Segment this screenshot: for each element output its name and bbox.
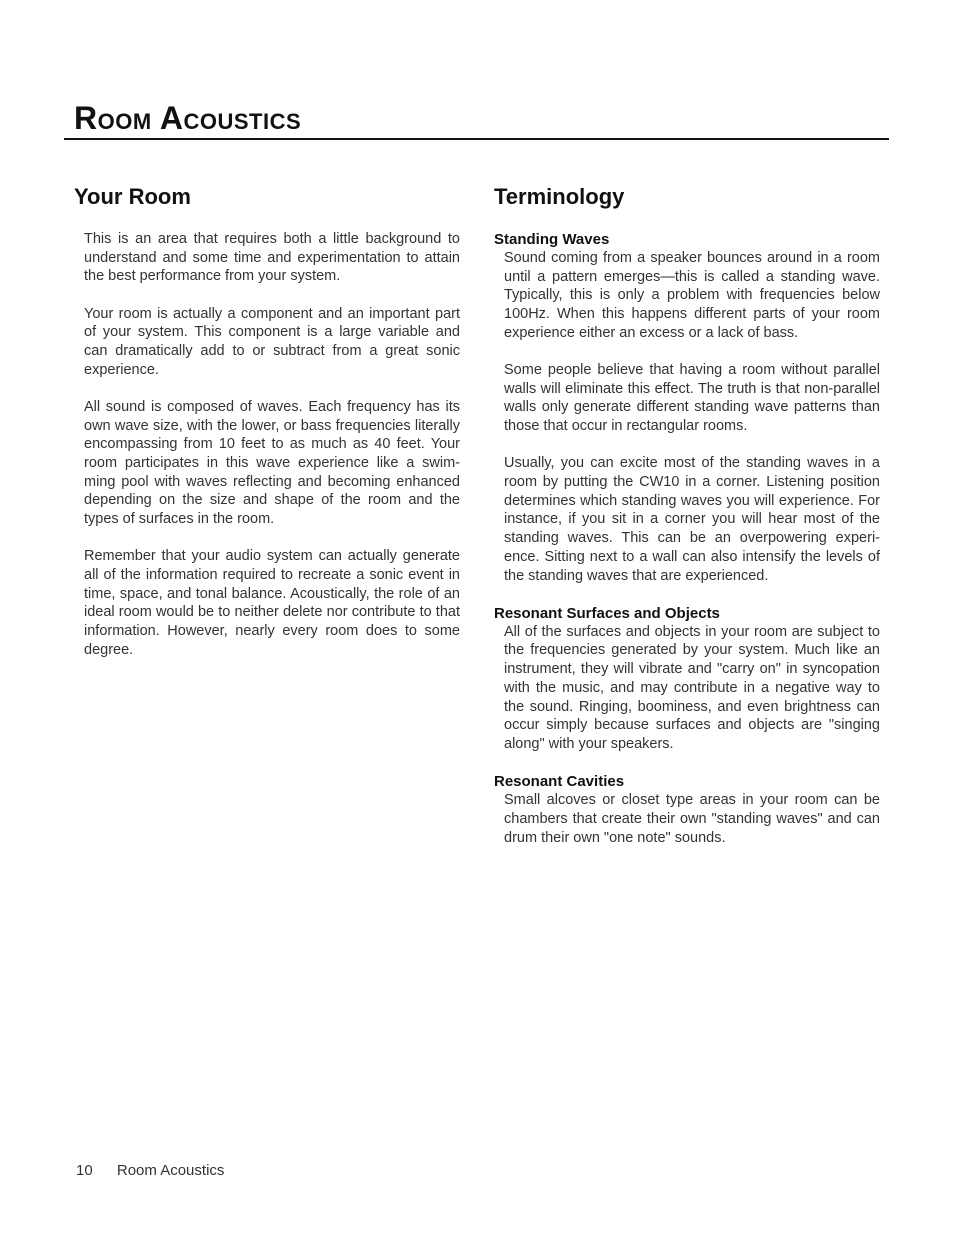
title-divider: [64, 138, 889, 140]
paragraph: Some people believe that having a room without parallel walls will eliminate this effect. The truth is that non-parallel walls only generate different standing wave patterns than those that occur in rectangular rooms.: [504, 362, 880, 435]
paragraph: Sound coming from a speaker bounces around in a room until a pattern emerges—this is called a standing wave. Typically, this is only a problem with frequencies below 100Hz. When this happens different parts of your room experience either an excess or a lack of bass.: [504, 250, 880, 341]
paragraph: Small alcoves or closet type areas in your room can be chambers that create their own "standing waves" and can drum their own "one note" sounds.: [504, 792, 880, 846]
footer-section-title: Room Acoustics: [116, 1162, 225, 1179]
paragraph: All of the surfaces and objects in your room are subject to the frequencies generated by your system. Much like an instrument, they will vibrate and "carry on" in syncopation with the music, and may contribute in a negative way to the sound. Ringing, boominess, and even brightness can occur simply because surfaces and objects are "singing along" with your speakers.: [504, 623, 880, 752]
paragraph: All sound is composed of waves. Each frequency has its own wave size, with the lower, or bass frequencies literally encompassing from 10 feet to as much as 40 feet. Your room participates in this wave experience like a swim-ming pool with waves reflecting and becoming enhanced depending on the size and shape of the room and the types of surfaces in the room.: [84, 398, 460, 528]
term-heading-resonant-surfaces: Resonant Surfaces and Objects: [494, 604, 720, 622]
page-title: Room Acoustics: [74, 100, 302, 136]
page-footer: [76, 1162, 224, 1179]
paragraph: Remember that your audio system can actually generate all of the information required to recreate a sonic event in time, space, and tonal balance. Acoustically, the role of an ideal room would be to neither delete nor contribute to that information. However, nearly every room does to some degree.: [84, 548, 460, 658]
right-column: [494, 182, 880, 866]
page-number: 10: [76, 1162, 93, 1179]
left-column: [74, 182, 460, 678]
section-heading-your-room: Your Room: [74, 184, 191, 209]
paragraph: Usually, you can excite most of the standing waves in a room by putting the CW10 in a corner. Listening position determines which standing waves you will experience. For instance, if you sit in a corner you will hear most of the standing waves. This can be an overpowering experi-ence. Sitting next to a wall can also intensify the levels of the standing waves that are experienced.: [504, 455, 880, 584]
term-heading-resonant-cavities: Resonant Cavities: [494, 773, 625, 791]
section-heading-terminology: Terminology: [494, 184, 625, 209]
paragraph: This is an area that requires both a little background to understand and some time and experimentation to attain the best performance from your system.: [84, 231, 460, 285]
paragraph: Your room is actually a component and an important part of your system. This component is a large variable and can dramatically add to or subtract from a great sonic experience.: [84, 305, 460, 378]
term-heading-standing-waves: Standing Waves: [494, 231, 610, 248]
